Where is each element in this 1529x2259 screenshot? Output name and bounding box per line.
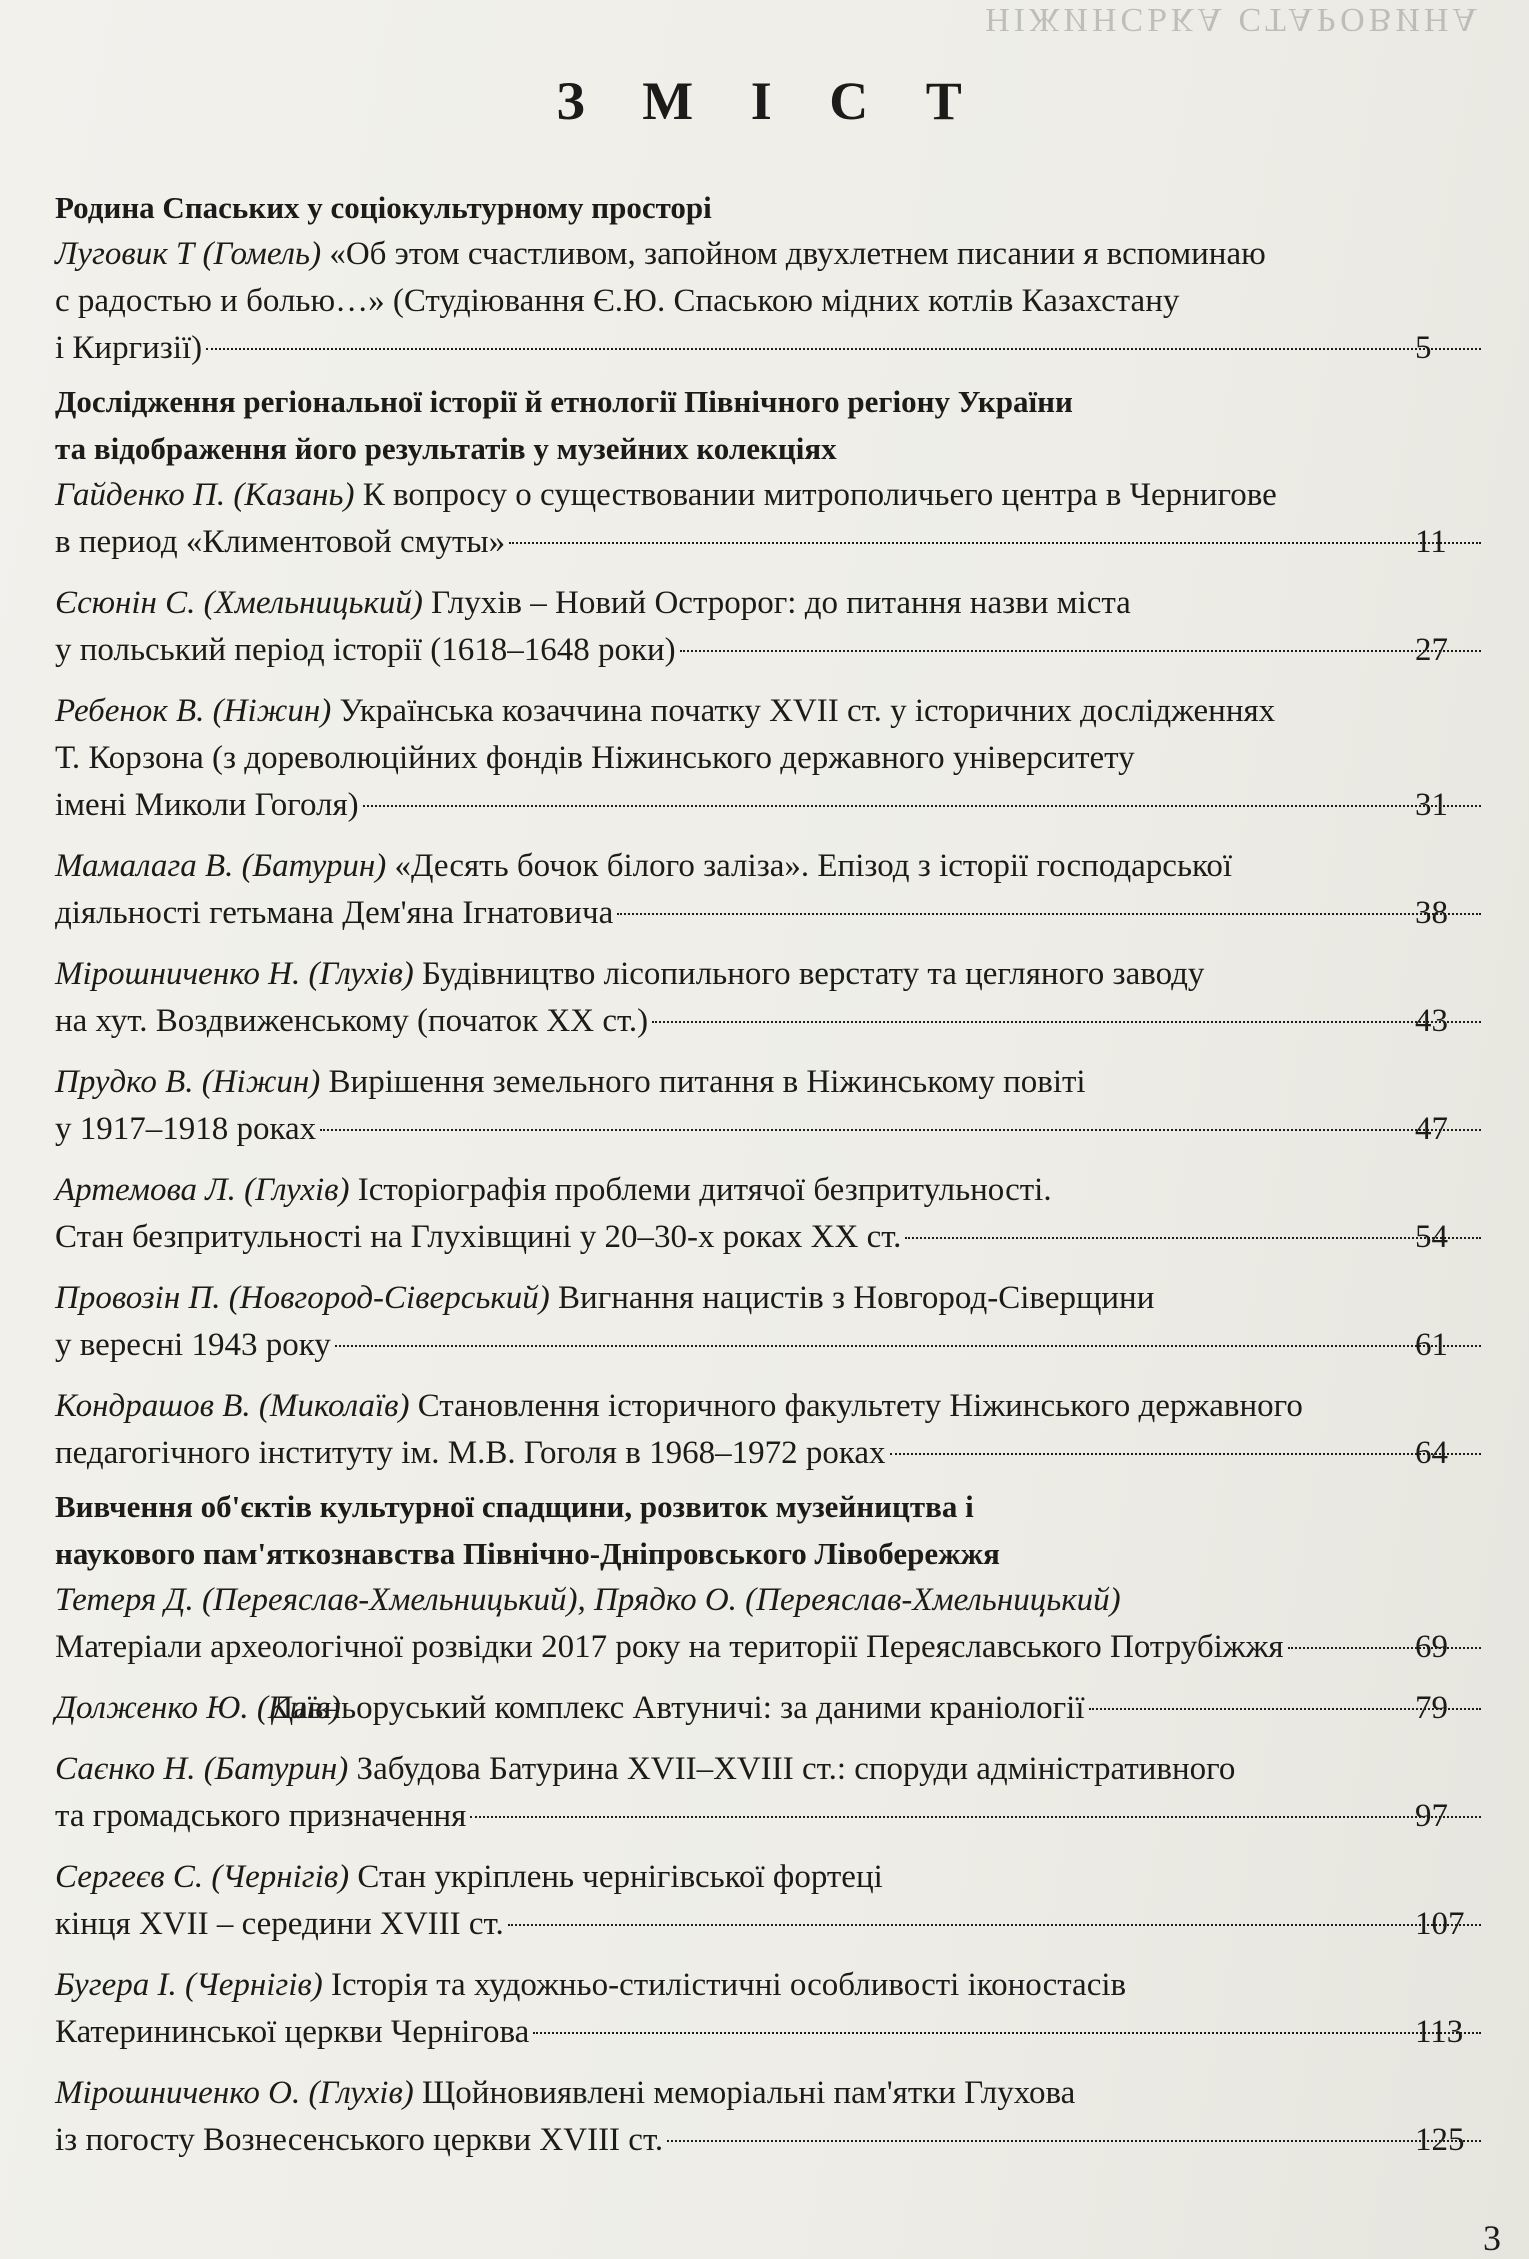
entry-last-line: на хут. Воздвиженському (початок XX ст.) 43 xyxy=(125,998,1485,1045)
section-title xyxy=(55,378,1485,472)
entry-title-line: Стан безпритульності на Глухівщині у 20–30-х роках XX ст. xyxy=(55,1219,902,1255)
entry-gap xyxy=(55,1948,1485,1962)
entry-title-line: і Киргизії) xyxy=(55,330,203,366)
entry-author: Саєнко Н. (Батурин) xyxy=(55,1751,349,1787)
toc-entry[interactable] xyxy=(55,1746,1485,1840)
entry-author: Долженко Ю. (Київ) xyxy=(55,1690,341,1726)
entry-first-line xyxy=(55,231,1485,278)
leader-dots xyxy=(680,650,1481,652)
entry-first-line xyxy=(55,1962,1485,2009)
entry-title-line: Стан укріплень чернігівської фортеці xyxy=(357,1859,883,1895)
entry-title-line: Забудова Батурина XVII–XVIII ст.: споруди адміністративного xyxy=(356,1751,1236,1787)
entry-first-line: Долженко Ю. (Київ) Давньоруський комплекс Автуничі: за даними краніології 79 xyxy=(125,1685,1485,1732)
page-number: 3 xyxy=(1483,2218,1501,2258)
section-title-line: Вивчення об'єктів культурної спадщини, розвиток музейництва і xyxy=(55,1489,974,1524)
toc-entry[interactable] xyxy=(55,688,1485,829)
leader-dots xyxy=(652,1021,1481,1023)
leader-dots xyxy=(470,1816,1481,1818)
entry-title-line: Катерининської церкви Чернігова xyxy=(55,2014,530,2050)
leader-dots xyxy=(890,1453,1482,1455)
toc-title: З М І С Т xyxy=(556,71,984,131)
entry-title-line: в период «Климентовой смуты» xyxy=(55,524,506,560)
entry-gap xyxy=(55,1153,1485,1167)
entry-first-line xyxy=(55,1854,1485,1901)
entry-last-line: із погосту Вознесенського церкви XVIII ст. 125 xyxy=(125,2117,1485,2164)
leader-dots xyxy=(533,2032,1481,2034)
leader-dots xyxy=(1089,1708,1481,1710)
toc-body xyxy=(55,184,1485,2164)
entry-title-line: у вересні 1943 року xyxy=(55,1327,331,1363)
section-title xyxy=(55,1483,1485,1577)
entry-title-line: у польський період історії (1618–1648 роки) xyxy=(55,632,676,668)
entry-first-line xyxy=(55,1383,1485,1430)
toc-entry[interactable] xyxy=(55,472,1485,566)
entry-gap xyxy=(55,1671,1485,1685)
toc-entry[interactable] xyxy=(55,231,1485,372)
entry-title-line: Т. Корзона (з дореволюційних фондів Ніжинського державного університету xyxy=(55,740,1135,776)
entry-gap xyxy=(55,1732,1485,1746)
toc-entry[interactable] xyxy=(55,1854,1485,1948)
entry-first-line xyxy=(55,951,1485,998)
entry-first-line xyxy=(55,1746,1485,1793)
entry-last-line: педагогічного інституту ім. М.В. Гоголя в 1968–1972 роках 64 xyxy=(125,1430,1485,1477)
leader-dots xyxy=(363,805,1481,807)
entry-author: Кондрашов В. (Миколаїв) xyxy=(55,1388,410,1424)
entry-author: Бугера І. (Чернігів) xyxy=(55,1967,323,2003)
entry-title-line: на хут. Воздвиженському (початок XX ст.) xyxy=(55,1003,649,1039)
entry-title-line: Українська козаччина початку XVII ст. у історичних дослідженнях xyxy=(339,693,1276,729)
leader-dots xyxy=(617,913,1481,915)
entry-author: Мірошниченко О. (Глухів) xyxy=(55,2075,414,2111)
entry-last-line: у польський період історії (1618–1648 роки) 27 xyxy=(125,627,1485,674)
entry-first-line xyxy=(55,1275,1485,1322)
entry-first-line xyxy=(55,472,1485,519)
entry-first-line xyxy=(55,1577,1485,1624)
entry-gap xyxy=(55,1840,1485,1854)
entry-author: Мірошниченко Н. (Глухів) xyxy=(55,956,414,992)
toc-entry[interactable] xyxy=(55,1577,1485,1671)
entry-gap xyxy=(55,829,1485,843)
leader-dots xyxy=(508,1924,1481,1926)
entry-last-line: і Киргизії) 5 xyxy=(125,325,1485,372)
entry-title-line: Давньоруський комплекс Автуничі: за даними краніології xyxy=(270,1690,1085,1726)
toc-content xyxy=(55,70,1485,2164)
entry-title-line: Вирішення земельного питання в Ніжинському повіті xyxy=(328,1064,1086,1100)
leader-dots xyxy=(905,1237,1481,1239)
toc-entry[interactable] xyxy=(55,2070,1485,2164)
entry-title-line: Будівництво лісопильного верстату та цегляного заводу xyxy=(422,956,1205,992)
entry-last-line: кінця XVII – середини XVIII ст. 107 xyxy=(125,1901,1485,1948)
entry-title-line: та громадського призначення xyxy=(55,1798,467,1834)
leader-dots xyxy=(206,348,1481,350)
entry-title-line: педагогічного інституту ім. М.В. Гоголя в 1968–1972 роках xyxy=(55,1435,886,1471)
leader-dots xyxy=(335,1345,1481,1347)
toc-entry[interactable] xyxy=(55,1167,1485,1261)
entry-last-line: Катерининської церкви Чернігова 113 xyxy=(125,2009,1485,2056)
entry-title-line: імені Миколи Гоголя) xyxy=(55,787,359,823)
entry-first-line xyxy=(55,2070,1485,2117)
entry-first-line xyxy=(55,580,1485,627)
entry-title-line: кінця XVII – середини XVIII ст. xyxy=(55,1906,504,1942)
entry-gap xyxy=(55,2056,1485,2070)
entry-title-line: у 1917–1918 роках xyxy=(55,1111,317,1147)
entry-last-line: та громадського призначення 97 xyxy=(125,1793,1485,1840)
entry-title-line: із погосту Вознесенського церкви XVIII ст. xyxy=(55,2122,664,2158)
entry-title-line: Матеріали археологічної розвідки 2017 року на території Переяславського Потрубіжжя xyxy=(55,1629,1284,1665)
toc-entry[interactable] xyxy=(55,1685,1485,1732)
entry-title-line: Історіографія проблеми дитячої безпритульності. xyxy=(357,1172,1052,1208)
toc-entry[interactable] xyxy=(55,843,1485,937)
entry-last-line: Стан безпритульності на Глухівщині у 20–30-х роках XX ст. 54 xyxy=(125,1214,1485,1261)
toc-entry[interactable] xyxy=(55,1962,1485,2056)
leader-dots xyxy=(320,1129,1481,1131)
toc-entry[interactable] xyxy=(55,1275,1485,1369)
entry-gap xyxy=(55,566,1485,580)
toc-entry[interactable] xyxy=(55,580,1485,674)
entry-title-line: К вопросу о существовании митрополичьего центра в Чернигове xyxy=(362,477,1277,513)
entry-author: Сергеєв С. (Чернігів) xyxy=(55,1859,350,1895)
toc-entry[interactable] xyxy=(55,1383,1485,1477)
entry-title-line: Вигнання нацистів з Новгород-Сіверщини xyxy=(558,1280,1155,1316)
entry-last-line: в период «Климентовой смуты» 11 xyxy=(125,519,1485,566)
entry-gap xyxy=(55,674,1485,688)
leader-dots xyxy=(1288,1647,1481,1649)
entry-author: Мамалага В. (Батурин) xyxy=(55,848,387,884)
entry-author: Луговик Т (Гомель) xyxy=(55,236,322,272)
toc-entry[interactable] xyxy=(55,951,1485,1045)
entry-gap xyxy=(55,1261,1485,1275)
entry-title-line: «Об этом счастливом, запойном двухлетнем писании я вспоминаю xyxy=(329,236,1266,272)
entry-title-line: Історія та художньо-стилістичні особливості іконостасів xyxy=(331,1967,1127,2003)
entry-author: Тетеря Д. (Переяслав-Хмельницький), Прядко О. (Переяслав-Хмельницький) xyxy=(55,1582,1121,1618)
entry-gap xyxy=(55,1369,1485,1383)
entry-author: Прудко В. (Ніжин) xyxy=(55,1064,321,1100)
entry-author: Ребенок В. (Ніжин) xyxy=(55,693,332,729)
entry-title-line: діяльності гетьмана Дем'яна Ігнатовича xyxy=(55,895,614,931)
section-title-line: наукового пам'яткознавства Північно-Дніпровського Лівобережжя xyxy=(55,1536,1000,1571)
toc-entry[interactable] xyxy=(55,1059,1485,1153)
entry-title-line: с радостью и болью…» (Студіювання Є.Ю. Спаською мідних котлів Казахстану xyxy=(55,283,1180,319)
entry-gap xyxy=(55,1045,1485,1059)
leader-dots xyxy=(667,2140,1481,2142)
entry-author: Гайденко П. (Казань) xyxy=(55,477,355,513)
section-title: Родина Спаських у соціокультурному просторі xyxy=(55,190,712,225)
entry-title-line: Становлення історичного факультету Ніжинського державного xyxy=(417,1388,1303,1424)
running-head: НІЖИНСЬКА СТАРОВИНА xyxy=(985,1,1481,38)
entry-title-line: Глухів – Новий Остророг: до питання назви міста xyxy=(431,585,1131,621)
entry-first-line xyxy=(55,843,1485,890)
entry-author: Артемова Л. (Глухів) xyxy=(55,1172,350,1208)
leader-dots xyxy=(509,542,1481,544)
entry-author: Провозін П. (Новгород-Сіверський) xyxy=(55,1280,550,1316)
section-title-line: та відображення його результатів у музейних колекціях xyxy=(55,431,837,466)
entry-last-line: у 1917–1918 роках 47 xyxy=(125,1106,1485,1153)
entry-title-line: «Десять бочок білого заліза». Епізод з історії господарської xyxy=(394,848,1233,884)
entry-first-line xyxy=(55,688,1485,735)
entry-gap xyxy=(55,937,1485,951)
entry-first-line xyxy=(55,1167,1485,1214)
entry-first-line xyxy=(55,1059,1485,1106)
entry-last-line: у вересні 1943 року 61 xyxy=(125,1322,1485,1369)
entry-last-line: діяльності гетьмана Дем'яна Ігнатовича 38 xyxy=(125,890,1485,937)
section-title-line: Дослідження регіональної історії й етнології Північного регіону України xyxy=(55,384,1073,419)
entry-last-line: Матеріали археологічної розвідки 2017 року на території Переяславського Потрубіжжя 69 xyxy=(125,1624,1485,1671)
entry-last-line: імені Миколи Гоголя) 31 xyxy=(125,782,1485,829)
entry-title-line: Щойновиявлені меморіальні пам'ятки Глухова xyxy=(422,2075,1076,2111)
entry-author: Єсюнін С. (Хмельницький) xyxy=(55,585,423,621)
